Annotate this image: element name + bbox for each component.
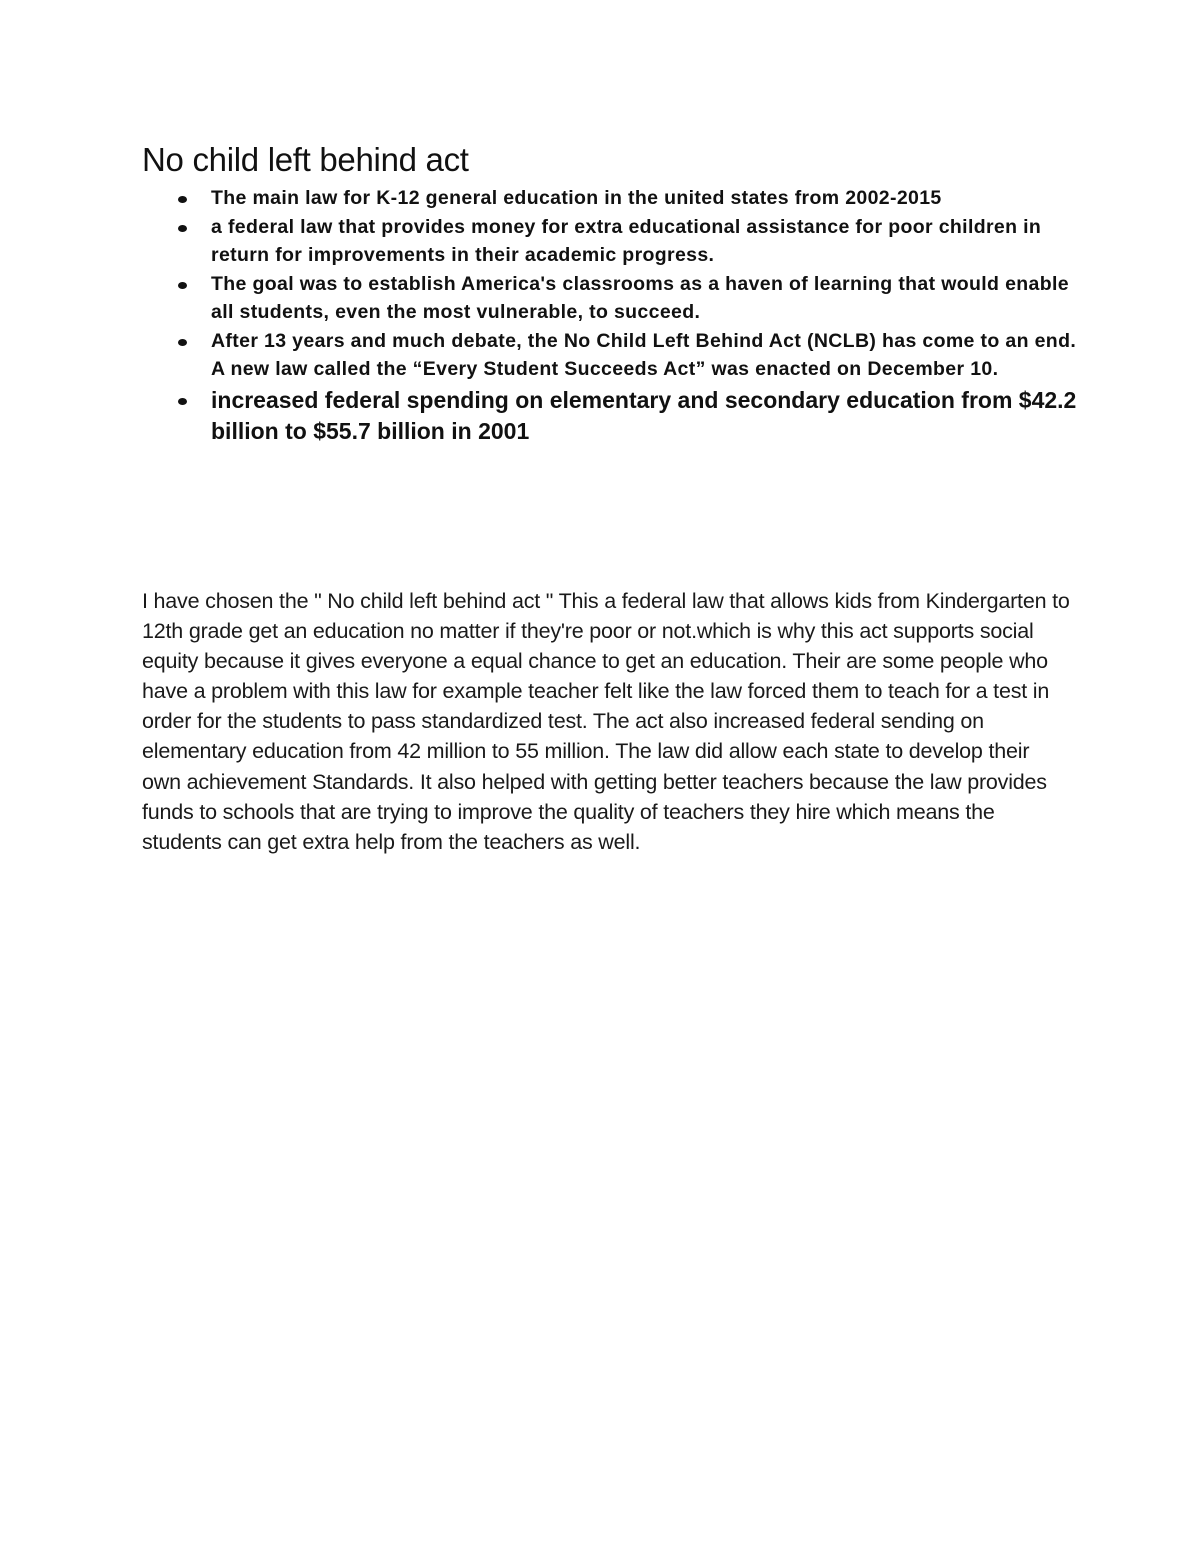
list-item	[0, 327, 1200, 384]
page-title: No child left behind act	[142, 141, 469, 178]
bullet-dot-icon	[178, 339, 187, 346]
list-item	[0, 213, 1200, 270]
list-item	[0, 385, 1200, 447]
list-item	[0, 184, 1200, 213]
bullet-list	[0, 184, 1200, 447]
list-item-text: The goal was to establish America's classrooms as a haven of learning that would enable all students, even the most vulnerable, to succeed.	[211, 272, 1069, 323]
bullet-dot-icon	[178, 282, 187, 289]
bullet-dot-icon	[178, 225, 187, 232]
bullet-dot-icon	[178, 196, 187, 203]
list-item	[0, 270, 1200, 327]
body-paragraph: I have chosen the " No child left behind act " This a federal law that allows kids from Kindergarten to 12th grade get an education no matter if they're poor or not.which is why this act supports social equity because it gives everyone a equal chance to get an education. Their are some people who have a problem with this law for example teacher felt like the law forced them to teach for a test in order for the students to pass standardized test. The act also increased federal sending on elementary education from 42 million to 55 million. The law did allow each state to develop their own achievement Standards. It also helped with getting better teachers because the law provides funds to schools that are trying to improve the quality of teachers they hire which means the students can get extra help from the teachers as well.	[142, 589, 1070, 854]
list-item-text: After 13 years and much debate, the No Child Left Behind Act (NCLB) has come to an end. A new law called the “Every Student Succeeds Act” was enacted on December 10.	[211, 329, 1077, 380]
list-item-text: increased federal spending on elementary and secondary education from $42.2 billion to $55.7 billion in 2001	[211, 386, 1077, 444]
list-item-text: a federal law that provides money for extra educational assistance for poor children in return for improvements in their academic progress.	[211, 215, 1042, 266]
list-item-text: The main law for K-12 general education in the united states from 2002-2015	[211, 187, 942, 209]
bullet-dot-icon	[178, 398, 187, 405]
